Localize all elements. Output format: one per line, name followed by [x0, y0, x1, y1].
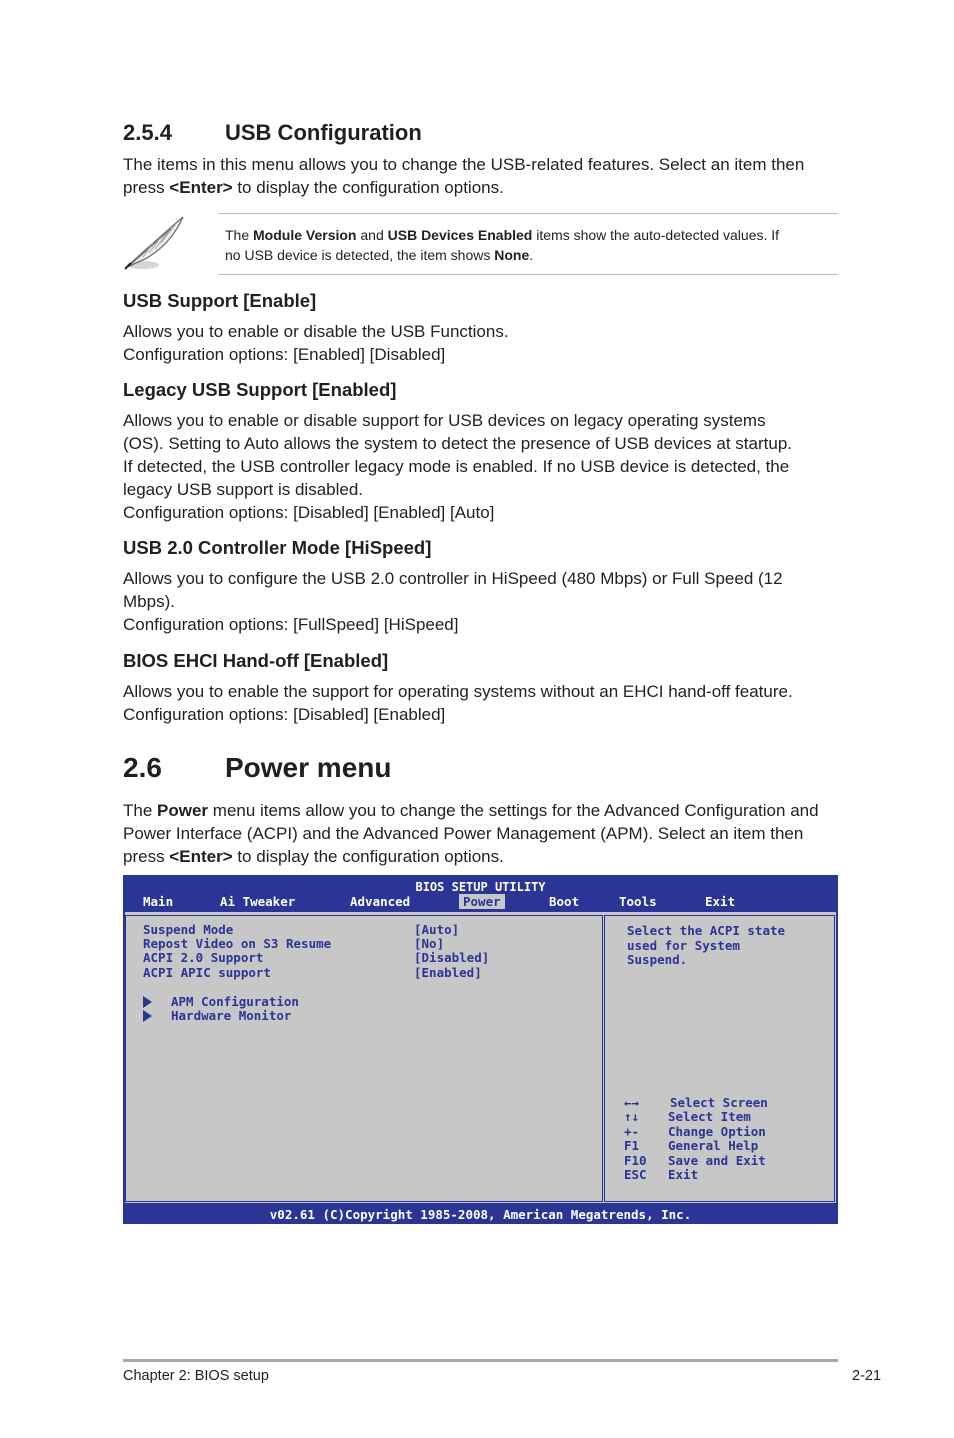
bios-menu-power[interactable]: Power	[459, 894, 505, 909]
text-line: Allows you to configure the USB 2.0 controller in HiSpeed (480 Mbps) or Full Speed (12	[123, 569, 783, 588]
submenu-arrow-icon	[143, 1010, 152, 1022]
bios-value-acpi-apic[interactable]: [Enabled]	[414, 965, 482, 980]
note-bold-usb-devices: USB Devices Enabled	[387, 227, 533, 243]
subheading-usb20-controller-mode: USB 2.0 Controller Mode [HiSpeed]	[123, 537, 432, 558]
usb-support-text	[123, 320, 843, 366]
bios-menu-ai-tweaker[interactable]: Ai Tweaker	[220, 894, 296, 909]
text-line: Configuration options: [Disabled] [Enabled] [Auto]	[123, 503, 495, 522]
usb-intro-line2c: to display the configuration options.	[232, 178, 504, 197]
key-action: Select Item	[668, 1109, 751, 1124]
bios-title: BIOS SETUP UTILITY	[415, 880, 546, 894]
bios-value-acpi20[interactable]: [Disabled]	[414, 950, 490, 965]
text-line: Mbps).	[123, 592, 175, 611]
bios-item-suspend-mode[interactable]: Suspend Mode	[143, 922, 234, 937]
bios-help-line: Select the ACPI state	[627, 923, 786, 938]
note-bottom-rule	[219, 274, 838, 275]
key-up-down: ↑↓	[624, 1109, 640, 1124]
bios-item-repost-video[interactable]: Repost Video on S3 Resume	[143, 936, 332, 951]
quill-pen-icon	[123, 213, 187, 273]
enter-key-text: <Enter>	[169, 847, 233, 866]
key-f1: F1	[624, 1138, 640, 1153]
text-line: legacy USB support is disabled.	[123, 480, 364, 499]
bios-submenu-apm[interactable]: APM Configuration	[171, 994, 299, 1009]
footer-chapter: Chapter 2: BIOS setup	[123, 1368, 269, 1384]
bios-menu-exit[interactable]: Exit	[705, 894, 736, 909]
bios-menu-boot[interactable]: Boot	[549, 894, 580, 909]
text-part: to display the configuration options.	[232, 847, 504, 866]
bios-screen	[123, 875, 838, 1224]
power-bold: Power	[157, 801, 209, 820]
key-plus-minus: +-	[624, 1124, 640, 1139]
enter-key-text: <Enter>	[169, 178, 233, 197]
text-line: Allows you to enable the support for operating systems without an EHCI hand-off feature.	[123, 682, 793, 701]
note-bold-none: None	[494, 247, 530, 263]
bios-item-acpi-apic[interactable]: ACPI APIC support	[143, 965, 271, 980]
text-line: Configuration options: [Enabled] [Disabled]	[123, 345, 446, 364]
legacy-usb-text	[123, 409, 843, 524]
bios-help-line: used for System	[627, 938, 740, 953]
bios-panel	[125, 912, 836, 1203]
bios-menu-main[interactable]: Main	[143, 894, 174, 909]
section-heading-usb-configuration	[123, 120, 422, 146]
subheading-legacy-usb-support: Legacy USB Support [Enabled]	[123, 379, 397, 400]
chapter-heading-power-menu	[123, 752, 391, 784]
text-line: Configuration options: [FullSpeed] [HiSpeed]	[123, 615, 459, 634]
text-line: Power Interface (ACPI) and the Advanced Power Management (APM). Select an item then	[123, 824, 804, 843]
note-text-part: items show the auto-detected values. If	[532, 227, 780, 243]
note-text	[225, 225, 835, 265]
power-intro	[123, 799, 843, 868]
ehci-text	[123, 680, 843, 726]
chapter-number: 2.6	[123, 752, 162, 783]
usb-intro-line1: The items in this menu allows you to change the USB-related features. Select an item then	[123, 155, 805, 174]
usb-intro-line2a: press	[123, 178, 170, 197]
usb20-text	[123, 567, 843, 636]
bios-submenu-hardware-monitor[interactable]: Hardware Monitor	[171, 1008, 292, 1023]
text-line: If detected, the USB controller legacy mode is enabled. If no USB device is detected, the	[123, 457, 790, 476]
note-box	[123, 213, 838, 275]
bios-menu-advanced[interactable]: Advanced	[350, 894, 411, 909]
text-part: The	[123, 801, 158, 820]
text-line: Configuration options: [Disabled] [Enabled]	[123, 705, 446, 724]
bios-help-line: Suspend.	[627, 952, 688, 967]
usb-intro	[123, 153, 843, 199]
footer-rule	[123, 1359, 838, 1362]
subheading-usb-support: USB Support [Enable]	[123, 290, 317, 311]
key-left-right: ←→	[624, 1095, 640, 1110]
text-line: Allows you to enable or disable support for USB devices on legacy operating systems	[123, 411, 766, 430]
bios-value-suspend-mode[interactable]: [Auto]	[414, 922, 460, 937]
key-action: Save and Exit	[668, 1153, 766, 1168]
page-number: 2-21	[852, 1368, 882, 1384]
text-line: (OS). Setting to Auto allows the system to detect the presence of USB devices at startup.	[123, 434, 793, 453]
subheading-bios-ehci-handoff: BIOS EHCI Hand-off [Enabled]	[123, 650, 389, 671]
note-text-part: and	[356, 227, 388, 243]
key-action: Exit	[668, 1167, 699, 1182]
key-f10: F10	[624, 1153, 647, 1168]
text-part: menu items allow you to change the settings for the Advanced Configuration and	[208, 801, 819, 820]
key-action: Change Option	[668, 1124, 766, 1139]
bios-value-repost-video[interactable]: [No]	[414, 936, 445, 951]
key-action: Select Screen	[670, 1095, 768, 1110]
section-title: USB Configuration	[225, 120, 422, 145]
note-text-part: The	[225, 227, 254, 243]
note-top-rule	[219, 213, 838, 214]
text-line: Allows you to enable or disable the USB Functions.	[123, 322, 509, 341]
key-esc: ESC	[624, 1167, 647, 1182]
note-text-part: no USB device is detected, the item shows	[225, 247, 495, 263]
bios-copyright: v02.61 (C)Copyright 1985-2008, American Megatrends, Inc.	[269, 1207, 692, 1222]
chapter-title: Power menu	[225, 752, 392, 783]
section-number: 2.5.4	[123, 120, 172, 145]
bios-item-acpi20[interactable]: ACPI 2.0 Support	[143, 950, 264, 965]
key-action: General Help	[668, 1138, 759, 1153]
submenu-arrow-icon	[143, 996, 152, 1008]
note-bold-module-version: Module Version	[253, 227, 357, 243]
bios-menu-tools[interactable]: Tools	[619, 894, 657, 909]
text-part: press	[123, 847, 170, 866]
note-text-part: .	[529, 247, 534, 263]
